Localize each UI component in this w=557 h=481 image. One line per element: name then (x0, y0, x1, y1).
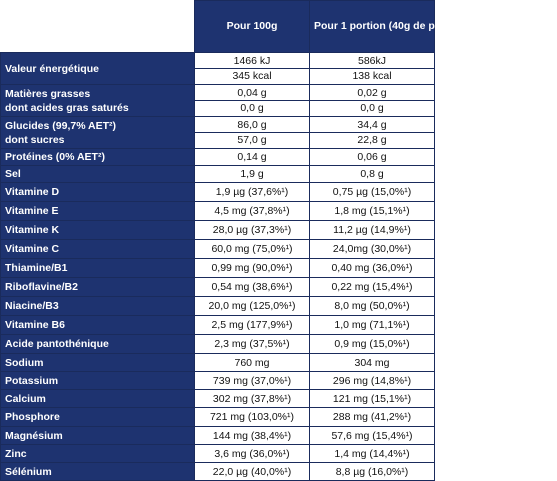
nutrient-label-text: Sélénium (5, 465, 52, 478)
value-per-portion (310, 445, 435, 463)
value-per-100g (195, 390, 310, 408)
table-row (1, 85, 435, 117)
value-per-100g (195, 463, 310, 481)
value-text: 760 mg (234, 356, 270, 369)
value-per-100g (195, 427, 310, 445)
value-text: 138 kcal (310, 68, 434, 83)
table-row (1, 259, 435, 278)
table-row (1, 427, 435, 445)
table-row (1, 149, 435, 166)
value-per-100g (195, 408, 310, 427)
value-text: 1466 kJ (233, 55, 271, 67)
value-text: 20,0 mg (125,0%¹) (208, 300, 296, 312)
nutrient-label (1, 240, 195, 259)
value-text: 22,8 g (310, 132, 434, 147)
value-text: 3,6 mg (36,0%¹) (214, 447, 290, 460)
value-text: 22,0 µg (40,0%¹) (212, 465, 292, 478)
nutrient-label (1, 221, 195, 240)
value-per-portion (310, 390, 435, 408)
value-text: 0,40 mg (36,0%¹) (331, 262, 413, 274)
value-text: 1,9 µg (37,6%¹) (215, 186, 289, 198)
nutrient-label (1, 354, 195, 372)
value-per-portion (310, 149, 435, 166)
header-row (1, 1, 435, 53)
value-text: 288 mg (41,2%¹) (332, 411, 412, 423)
nutrient-label-text: Thiamine/B1 (5, 262, 68, 274)
nutrient-label-text: Sodium (5, 356, 44, 369)
value-text: 2,3 mg (37,5%¹) (214, 338, 290, 350)
nutrient-label-text: dont acides gras saturés (5, 101, 129, 114)
value-per-portion (310, 278, 435, 297)
nutrient-label (1, 53, 195, 85)
value-per-100g (195, 240, 310, 259)
nutrient-label (1, 278, 195, 297)
table-row (1, 335, 435, 354)
nutrient-label-text: Acide pantothénique (5, 338, 109, 350)
nutrient-label (1, 202, 195, 221)
value-text: 4,5 mg (37,8%¹) (214, 205, 290, 217)
value-per-portion (310, 354, 435, 372)
value-text: 34,4 g (357, 119, 387, 131)
value-text: 345 kcal (195, 68, 309, 83)
value-per-100g (195, 117, 310, 149)
nutrient-label (1, 427, 195, 445)
value-per-100g (195, 202, 310, 221)
nutrient-label-text: Matières grasses (5, 87, 91, 100)
value-text: 1,8 mg (15,1%¹) (334, 205, 410, 217)
value-text: 0,75 µg (15,0%¹) (332, 186, 412, 198)
nutrient-label-text: Zinc (5, 447, 27, 460)
value-per-100g (195, 85, 310, 117)
value-text: 0,14 g (237, 151, 267, 163)
nutrient-label-text: Calcium (5, 392, 46, 405)
nutrient-label (1, 149, 195, 166)
nutrient-label-text: Protéines (0% AET²) (5, 151, 105, 163)
value-text: 57,0 g (195, 132, 309, 147)
nutrient-label (1, 183, 195, 202)
value-text: 304 mg (354, 356, 390, 369)
table-row (1, 166, 435, 183)
table-row (1, 53, 435, 85)
value-text: 28,0 µg (37,3%¹) (212, 224, 292, 236)
nutrient-label-text: Glucides (99,7% AET²) (5, 119, 117, 132)
value-per-100g (195, 372, 310, 390)
value-text: 0,06 g (357, 151, 387, 163)
table-row (1, 316, 435, 335)
table-row (1, 408, 435, 427)
table-row (1, 354, 435, 372)
value-per-portion (310, 463, 435, 481)
value-per-portion (310, 372, 435, 390)
value-per-portion (310, 408, 435, 427)
nutrient-label-text: Phosphore (5, 411, 60, 423)
table-row (1, 117, 435, 149)
header-per-portion: Pour 1 portion (40g de poudre dans 500ml d'eau) (310, 1, 435, 53)
header-blank-cell (1, 1, 195, 53)
nutrient-label (1, 297, 195, 316)
nutrient-label (1, 166, 195, 183)
nutrient-label (1, 335, 195, 354)
value-per-100g (195, 278, 310, 297)
value-text: 0,0 g (195, 100, 309, 115)
value-text: 144 mg (38,4%¹) (212, 429, 292, 442)
table-row (1, 445, 435, 463)
value-text: 739 mg (37,0%¹) (212, 374, 292, 387)
value-text: 0,04 g (237, 87, 267, 99)
value-per-100g (195, 259, 310, 278)
value-per-100g (195, 149, 310, 166)
nutrient-label-text: Vitamine K (5, 224, 60, 236)
nutrient-label (1, 117, 195, 149)
value-text: 8,0 mg (50,0%¹) (334, 300, 410, 312)
value-text: 0,9 mg (15,0%¹) (334, 338, 410, 350)
value-text: 121 mg (15,1%¹) (332, 392, 412, 405)
nutrient-label (1, 316, 195, 335)
value-per-portion (310, 240, 435, 259)
nutrient-label (1, 463, 195, 481)
value-text: 1,0 mg (71,1%¹) (334, 319, 410, 331)
value-per-portion (310, 427, 435, 445)
table-row (1, 390, 435, 408)
table-row (1, 221, 435, 240)
nutrient-label-text: Vitamine B6 (5, 319, 65, 331)
value-per-portion (310, 221, 435, 240)
nutrient-label-text: Valeur énergétique (5, 62, 99, 75)
table-row (1, 202, 435, 221)
value-per-portion (310, 316, 435, 335)
table-row (1, 183, 435, 202)
value-text: 2,5 mg (177,9%¹) (211, 319, 293, 331)
nutrient-label-text: Niacine/B3 (5, 300, 59, 312)
value-per-portion (310, 117, 435, 149)
value-per-portion (310, 53, 435, 85)
value-per-portion (310, 183, 435, 202)
table-row (1, 240, 435, 259)
value-per-100g (195, 183, 310, 202)
value-per-portion (310, 202, 435, 221)
value-text: 586kJ (357, 55, 387, 67)
nutrient-label (1, 390, 195, 408)
value-per-100g (195, 335, 310, 354)
value-per-100g (195, 316, 310, 335)
value-text: 302 mg (37,8%¹) (212, 392, 292, 405)
value-text: 0,8 g (360, 168, 384, 180)
value-text: 57,6 mg (15,4%¹) (331, 429, 413, 442)
value-text: 296 mg (14,8%¹) (332, 374, 412, 387)
nutrient-label-text: Sel (5, 168, 21, 180)
table-row (1, 278, 435, 297)
value-text: 0,99 mg (90,0%¹) (211, 262, 293, 274)
value-text: 0,22 mg (15,4%¹) (331, 281, 413, 293)
nutrient-label-text: Potassium (5, 374, 59, 387)
nutrient-label-text: Vitamine D (5, 186, 60, 198)
value-text: 0,0 g (310, 100, 434, 115)
value-per-100g (195, 53, 310, 85)
value-text: 0,02 g (357, 87, 387, 99)
value-per-100g (195, 297, 310, 316)
value-text: 86,0 g (237, 119, 267, 131)
value-per-portion (310, 335, 435, 354)
nutrient-label-text: Magnésium (5, 429, 63, 442)
nutrient-label-text: Riboflavine/B2 (5, 281, 78, 293)
value-per-portion (310, 166, 435, 183)
nutrient-label (1, 85, 195, 117)
table-row (1, 297, 435, 316)
nutrient-label-text: Vitamine C (5, 243, 60, 255)
nutrient-label-text: dont sucres (5, 133, 65, 146)
nutrient-label (1, 408, 195, 427)
value-text: 1,4 mg (14,4%¹) (334, 447, 410, 460)
value-text: 60,0 mg (75,0%¹) (211, 243, 293, 255)
value-per-portion (310, 85, 435, 117)
value-per-portion (310, 259, 435, 278)
value-per-100g (195, 221, 310, 240)
header-per-100g: Pour 100g (195, 1, 310, 53)
value-per-portion (310, 297, 435, 316)
value-per-100g (195, 354, 310, 372)
value-text: 721 mg (103,0%¹) (209, 411, 295, 423)
value-text: 8,8 µg (16,0%¹) (335, 465, 409, 478)
value-text: 0,54 mg (38,6%¹) (211, 281, 293, 293)
value-text: 11,2 µg (14,9%¹) (333, 224, 411, 236)
nutrient-label-text: Vitamine E (5, 205, 59, 217)
value-text: 1,9 g (240, 168, 264, 180)
value-text: 24,0mg (30,0%¹) (332, 243, 412, 255)
value-per-100g (195, 166, 310, 183)
nutrient-label (1, 259, 195, 278)
value-per-100g (195, 445, 310, 463)
table-row (1, 372, 435, 390)
nutrient-label (1, 445, 195, 463)
nutrient-label (1, 372, 195, 390)
table-row (1, 463, 435, 481)
